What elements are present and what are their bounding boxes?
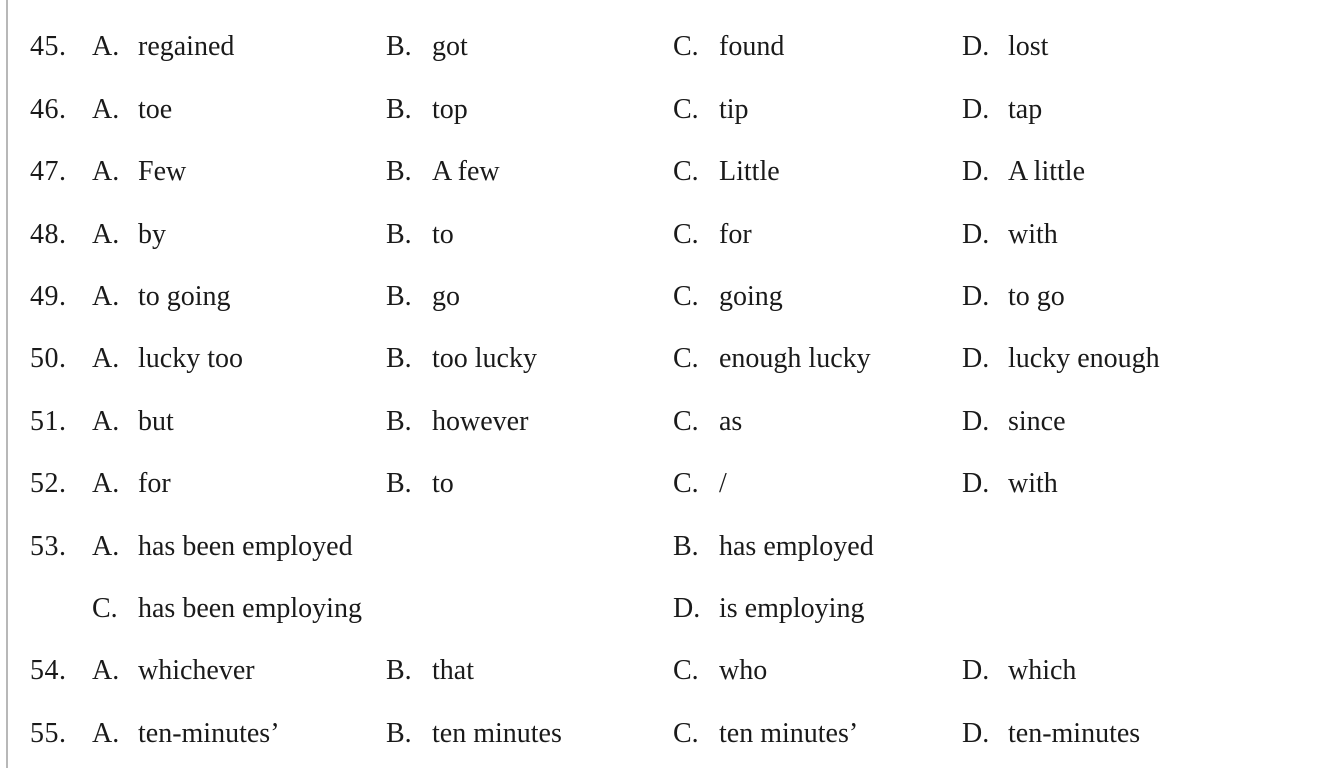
option-letter: A.: [92, 531, 120, 562]
option-letter: C.: [673, 468, 699, 499]
option-letter: B.: [386, 31, 412, 62]
question-number: 48.: [30, 219, 67, 250]
option-a[interactable]: [92, 215, 166, 255]
option-letter: B.: [386, 468, 412, 499]
option-d[interactable]: [962, 27, 1048, 67]
option-text: tip: [719, 94, 749, 125]
option-text: to going: [138, 281, 231, 312]
option-letter: C.: [673, 343, 699, 374]
option-text: but: [138, 406, 174, 437]
option-letter: D.: [962, 468, 990, 499]
option-letter: D.: [962, 94, 990, 125]
option-text: for: [719, 219, 752, 250]
option-a[interactable]: [92, 90, 172, 130]
option-text: by: [138, 219, 166, 250]
option-letter: C.: [673, 94, 699, 125]
option-text: as: [719, 406, 743, 437]
question-number: 54.: [30, 655, 67, 686]
option-text: ten minutes: [432, 718, 562, 749]
option-d[interactable]: [962, 714, 1140, 754]
option-letter: A.: [92, 281, 120, 312]
option-letter: A.: [92, 468, 120, 499]
option-a[interactable]: [92, 651, 255, 691]
option-letter: B.: [386, 718, 412, 749]
option-d[interactable]: [962, 152, 1085, 192]
question-row-51: [0, 402, 1340, 442]
option-text: for: [138, 468, 171, 499]
question-number: 49.: [30, 281, 67, 312]
option-b[interactable]: [386, 27, 468, 67]
option-text: Few: [138, 156, 187, 187]
option-letter: D.: [962, 156, 990, 187]
question-row-55: [0, 714, 1340, 754]
option-text: with: [1008, 468, 1058, 499]
option-c[interactable]: [673, 27, 784, 67]
option-text: A few: [432, 156, 500, 187]
option-text: lost: [1008, 31, 1049, 62]
option-letter: C.: [673, 281, 699, 312]
option-letter: A.: [92, 219, 120, 250]
option-letter: C.: [92, 593, 118, 624]
option-letter: B.: [386, 406, 412, 437]
option-letter: B.: [386, 156, 412, 187]
option-a[interactable]: [92, 527, 353, 567]
option-a[interactable]: [92, 402, 174, 442]
option-letter: D.: [673, 593, 701, 624]
option-text: to: [432, 219, 454, 250]
option-text: ten minutes’: [719, 718, 859, 749]
option-b[interactable]: [386, 277, 460, 317]
question-row-54: [0, 651, 1340, 691]
option-letter: B.: [386, 655, 412, 686]
option-text: has been employing: [138, 593, 362, 624]
option-letter: D.: [962, 406, 990, 437]
question-number: 52.: [30, 468, 67, 499]
question-number: 51.: [30, 406, 67, 437]
option-d[interactable]: [962, 651, 1076, 691]
option-text: that: [432, 655, 474, 686]
option-a[interactable]: [92, 714, 280, 754]
option-c[interactable]: [673, 215, 752, 255]
option-c[interactable]: [673, 277, 783, 317]
option-c[interactable]: [673, 339, 871, 379]
option-text: is employing: [719, 593, 865, 624]
question-row-47: [0, 152, 1340, 192]
option-a[interactable]: [92, 27, 234, 67]
question-number: 50.: [30, 343, 67, 374]
option-d[interactable]: [673, 589, 864, 629]
option-letter: C.: [673, 31, 699, 62]
option-text: ten-minutes: [1008, 718, 1141, 749]
option-text: to go: [1008, 281, 1065, 312]
option-letter: B.: [386, 94, 412, 125]
question-row-53-continued: [0, 589, 1340, 629]
option-c[interactable]: [673, 464, 727, 504]
option-text: whichever: [138, 655, 255, 686]
option-text: however: [432, 406, 529, 437]
option-text: to: [432, 468, 454, 499]
option-letter: B.: [386, 343, 412, 374]
option-text: since: [1008, 406, 1066, 437]
question-number: 55.: [30, 718, 67, 749]
option-c[interactable]: [673, 651, 767, 691]
option-letter: C.: [673, 655, 699, 686]
option-b[interactable]: [386, 215, 454, 255]
option-c[interactable]: [673, 90, 749, 130]
option-letter: B.: [386, 281, 412, 312]
option-b[interactable]: [673, 527, 874, 567]
option-letter: A.: [92, 718, 120, 749]
option-letter: A.: [92, 343, 120, 374]
question-number: 47.: [30, 156, 67, 187]
option-text: found: [719, 31, 785, 62]
question-row-45: [0, 27, 1340, 67]
option-c[interactable]: [673, 402, 742, 442]
question-row-49: [0, 277, 1340, 317]
option-b[interactable]: [386, 464, 454, 504]
option-text: tap: [1008, 94, 1043, 125]
option-d[interactable]: [962, 339, 1160, 379]
option-text: lucky enough: [1008, 343, 1160, 374]
question-number: 45.: [30, 31, 67, 62]
option-letter: D.: [962, 343, 990, 374]
option-text: got: [432, 31, 468, 62]
option-c[interactable]: [673, 714, 858, 754]
option-letter: C.: [673, 718, 699, 749]
option-letter: A.: [92, 156, 120, 187]
option-a[interactable]: [92, 152, 186, 192]
option-text: who: [719, 655, 768, 686]
option-letter: A.: [92, 406, 120, 437]
option-letter: C.: [673, 156, 699, 187]
option-text: going: [719, 281, 783, 312]
question-row-48: [0, 215, 1340, 255]
question-row-53: [0, 527, 1340, 567]
question-number: 53.: [30, 531, 67, 562]
option-text: go: [432, 281, 460, 312]
option-text: Little: [719, 156, 780, 187]
option-letter: A.: [92, 655, 120, 686]
option-text: /: [719, 468, 727, 499]
option-d[interactable]: [962, 402, 1066, 442]
option-c[interactable]: [673, 152, 780, 192]
option-letter: D.: [962, 718, 990, 749]
option-b[interactable]: [386, 402, 528, 442]
question-row-52: [0, 464, 1340, 504]
option-text: too lucky: [432, 343, 537, 374]
option-a[interactable]: [92, 464, 171, 504]
option-letter: C.: [673, 219, 699, 250]
option-letter: D.: [962, 281, 990, 312]
question-number: 46.: [30, 94, 67, 125]
option-b[interactable]: [386, 651, 474, 691]
option-text: regained: [138, 31, 235, 62]
option-text: toe: [138, 94, 173, 125]
option-b[interactable]: [386, 714, 562, 754]
option-text: with: [1008, 219, 1058, 250]
option-text: which: [1008, 655, 1077, 686]
option-d[interactable]: [962, 464, 1058, 504]
option-b[interactable]: [386, 152, 500, 192]
question-row-50: [0, 339, 1340, 379]
option-text: has employed: [719, 531, 874, 562]
option-b[interactable]: [386, 339, 537, 379]
option-b[interactable]: [386, 90, 468, 130]
option-letter: A.: [92, 94, 120, 125]
option-letter: B.: [673, 531, 699, 562]
option-text: top: [432, 94, 468, 125]
option-text: lucky too: [138, 343, 243, 374]
option-text: has been employed: [138, 531, 353, 562]
option-letter: A.: [92, 31, 120, 62]
option-d[interactable]: [962, 90, 1042, 130]
question-row-46: [0, 90, 1340, 130]
option-letter: B.: [386, 219, 412, 250]
option-text: enough lucky: [719, 343, 871, 374]
option-a[interactable]: [92, 277, 231, 317]
option-text: ten-minutes’: [138, 718, 280, 749]
option-c[interactable]: [92, 589, 362, 629]
option-letter: C.: [673, 406, 699, 437]
option-d[interactable]: [962, 215, 1058, 255]
option-a[interactable]: [92, 339, 243, 379]
option-text: A little: [1008, 156, 1085, 187]
option-d[interactable]: [962, 277, 1065, 317]
option-letter: D.: [962, 219, 990, 250]
option-letter: D.: [962, 655, 990, 686]
option-letter: D.: [962, 31, 990, 62]
